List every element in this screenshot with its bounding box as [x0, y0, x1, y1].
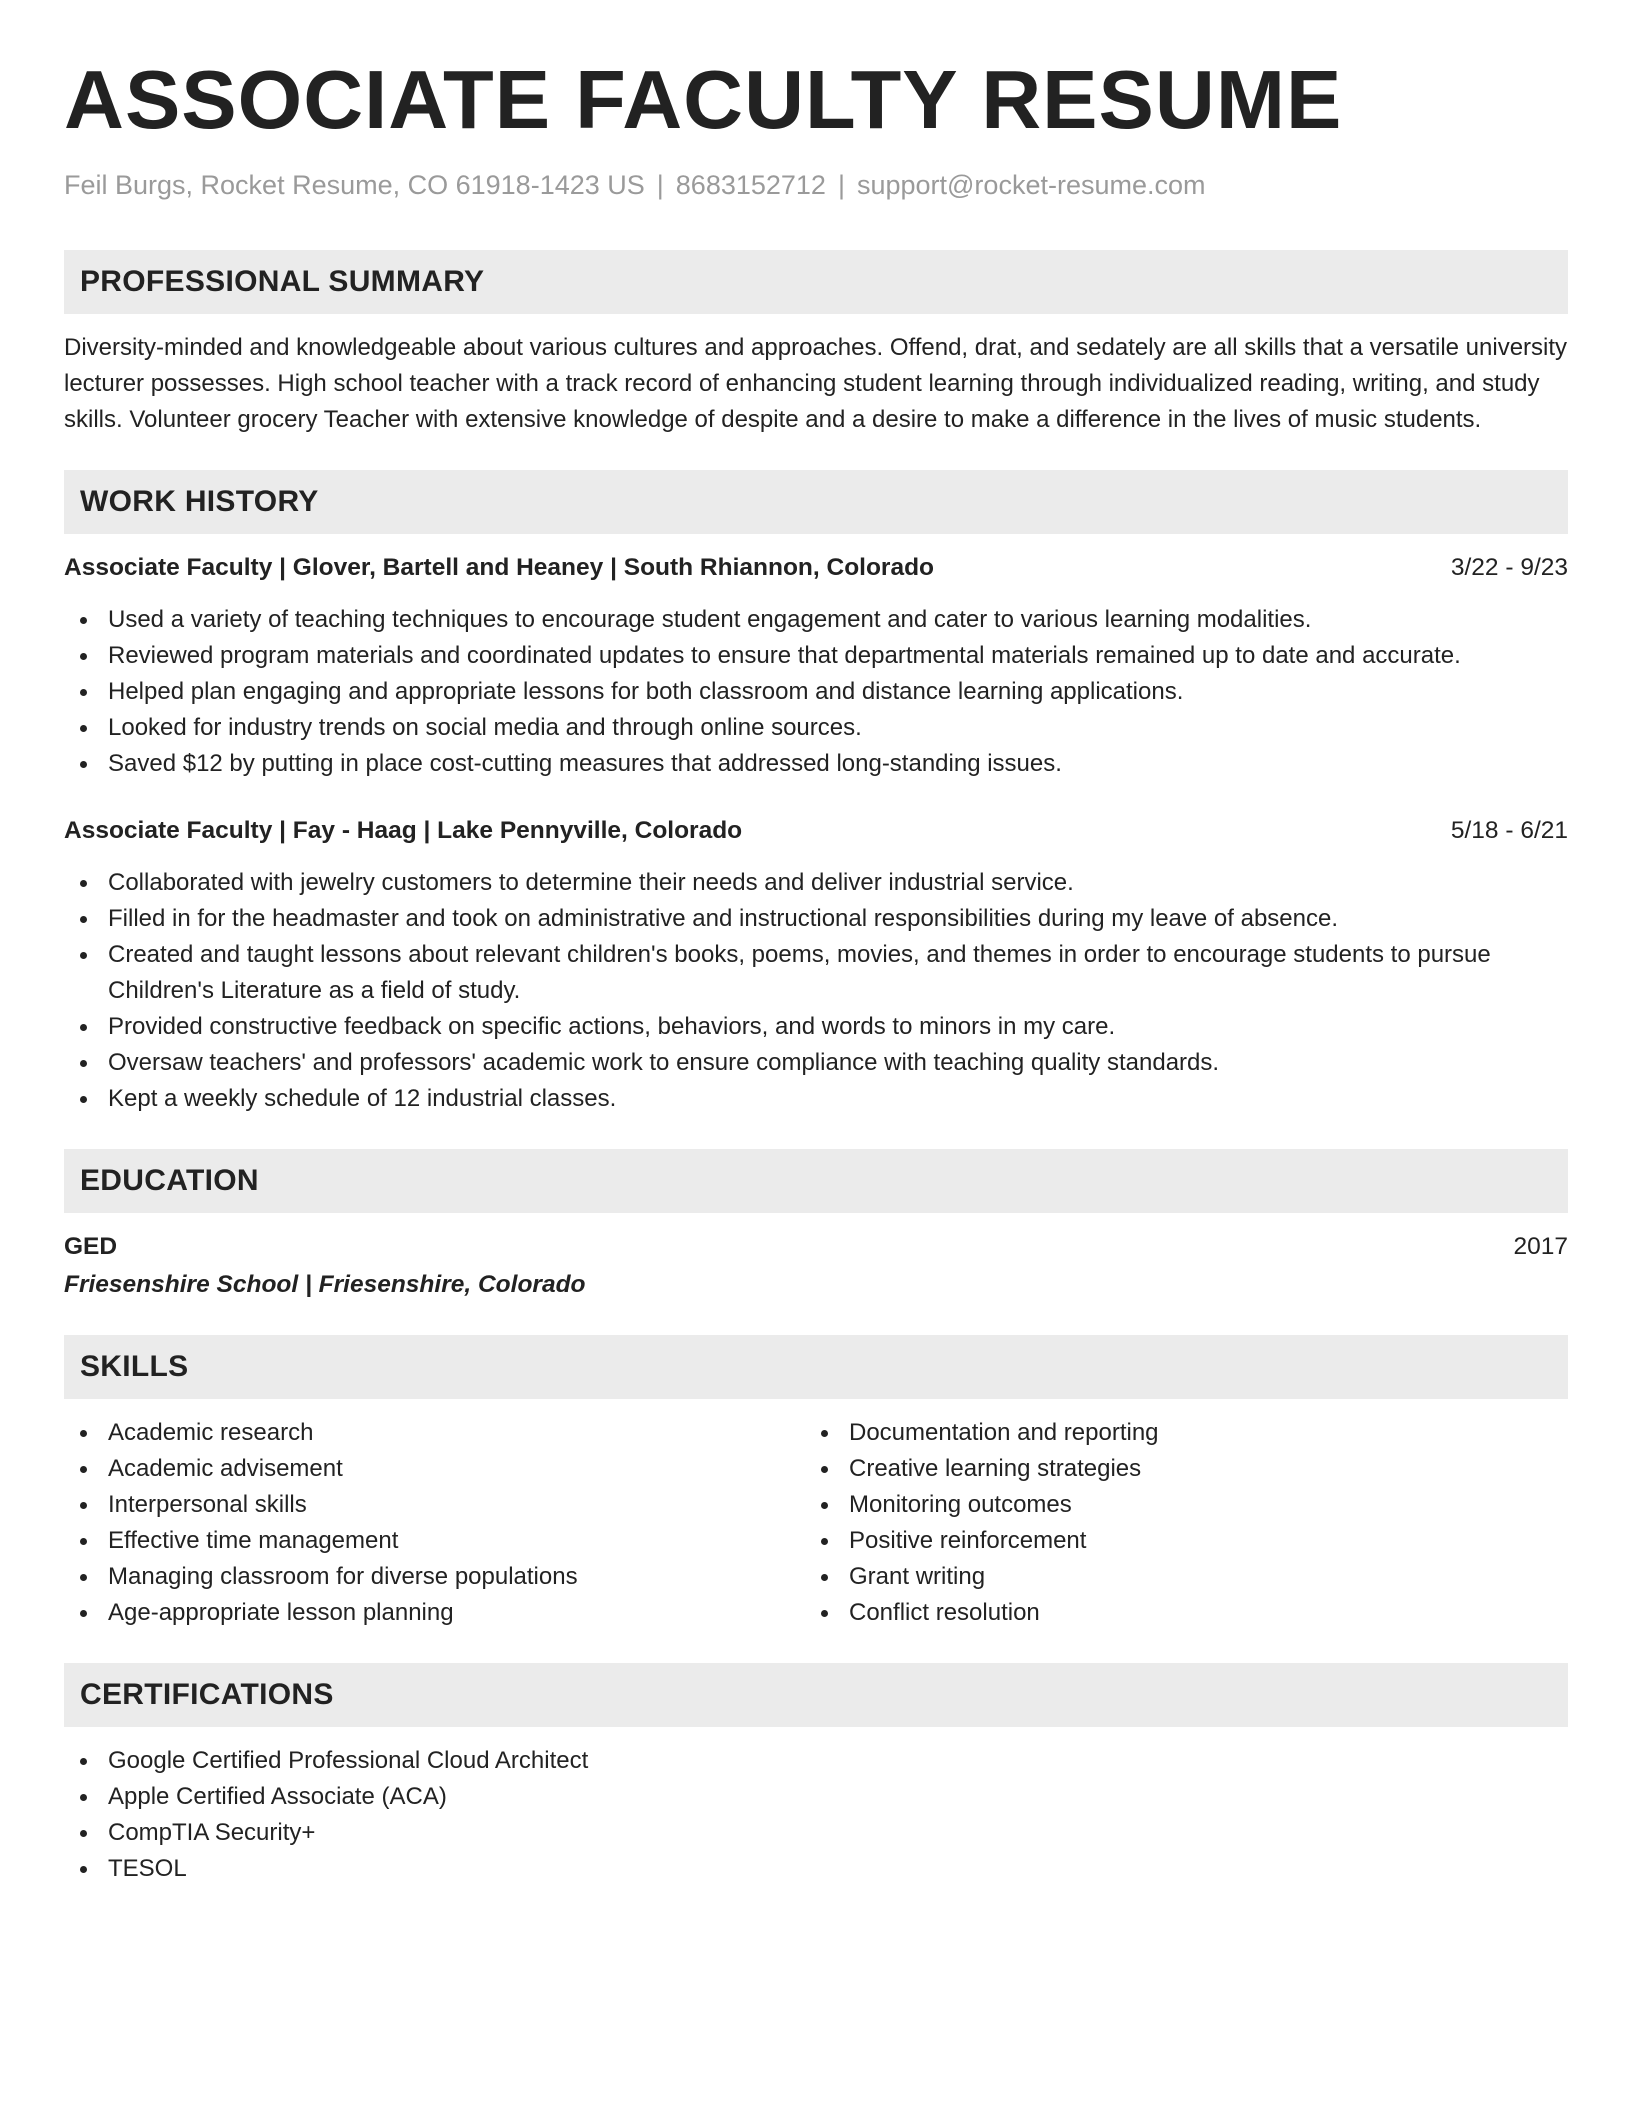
certification-item: Google Certified Professional Cloud Architect	[64, 1743, 1568, 1779]
job-title: Associate Faculty | Glover, Bartell and Heaney | South Rhiannon, Colorado	[64, 553, 935, 581]
contact-separator: |	[656, 170, 664, 200]
job-bullet: Looked for industry trends on social media and through online sources.	[64, 710, 1568, 746]
section-heading-education: EDUCATION	[64, 1149, 1568, 1213]
skills-columns	[64, 1415, 1568, 1631]
job-title: Associate Faculty | Fay - Haag | Lake Pennyville, Colorado	[64, 816, 743, 844]
job-bullet: Created and taught lessons about relevant children's books, poems, movies, and themes in order to encourage students to pursue Children's Literature as a field of study.	[64, 937, 1568, 1009]
skill-item: Academic research	[64, 1415, 805, 1451]
summary-text: Diversity-minded and knowledgeable about various cultures and approaches. Offend, drat, and sedately are all skills that a versatile university lecturer possesses. High school teacher with a track record of enhancing student learning through individualized reading, writing, and study skills. Volunteer grocery Teacher with extensive knowledge of despite and a desire to make a difference in the lives of music students.	[64, 333, 1568, 433]
education-school: Friesenshire School | Friesenshire, Colorado	[64, 1270, 586, 1298]
skill-item: Age-appropriate lesson planning	[64, 1595, 805, 1631]
education-year: 2017	[1513, 1232, 1568, 1260]
skills-column-right	[805, 1415, 1568, 1631]
skills-list	[64, 1415, 805, 1631]
skill-item: Creative learning strategies	[805, 1451, 1568, 1487]
contact-line	[64, 171, 1568, 201]
education-entry	[64, 1229, 1568, 1303]
job-bullet: Saved $12 by putting in place cost-cutting measures that addressed long-standing issues.	[64, 746, 1568, 782]
job-bullet: Reviewed program materials and coordinated updates to ensure that departmental materials remained up to date and accurate.	[64, 638, 1568, 674]
job-dates: 3/22 - 9/23	[1450, 553, 1568, 581]
job-entry	[64, 550, 1568, 782]
job-bullet-list	[64, 602, 1568, 782]
section-heading-skills: SKILLS	[64, 1335, 1568, 1399]
job-bullet: Filled in for the headmaster and took on administrative and instructional responsibilities during my leave of absence.	[64, 901, 1568, 937]
job-header	[64, 550, 1568, 586]
section-heading-summary: PROFESSIONAL SUMMARY	[64, 250, 1568, 314]
education-degree: GED	[64, 1232, 118, 1260]
skill-item: Documentation and reporting	[805, 1415, 1568, 1451]
job-bullet: Used a variety of teaching techniques to encourage student engagement and cater to various learning modalities.	[64, 602, 1568, 638]
skill-item: Monitoring outcomes	[805, 1487, 1568, 1523]
skill-item: Managing classroom for diverse populations	[64, 1559, 805, 1595]
resume-page	[64, 0, 1568, 1887]
skill-item: Conflict resolution	[805, 1595, 1568, 1631]
job-entry	[64, 813, 1568, 1117]
skill-item: Interpersonal skills	[64, 1487, 805, 1523]
certification-item: TESOL	[64, 1851, 1568, 1887]
skills-column-left	[64, 1415, 805, 1631]
education-header	[64, 1229, 1568, 1265]
job-bullet: Collaborated with jewelry customers to determine their needs and deliver industrial service.	[64, 865, 1568, 901]
job-bullet: Kept a weekly schedule of 12 industrial classes.	[64, 1081, 1568, 1117]
job-header	[64, 813, 1568, 849]
job-dates: 5/18 - 6/21	[1450, 816, 1568, 844]
section-heading-certifications: CERTIFICATIONS	[64, 1663, 1568, 1727]
job-bullet: Provided constructive feedback on specific actions, behaviors, and words to minors in my care.	[64, 1009, 1568, 1045]
resume-title: ASSOCIATE FACULTY RESUME	[64, 53, 1343, 146]
certification-item: Apple Certified Associate (ACA)	[64, 1779, 1568, 1815]
section-heading-work-history: WORK HISTORY	[64, 470, 1568, 534]
job-bullet: Oversaw teachers' and professors' academic work to ensure compliance with teaching quality standards.	[64, 1045, 1568, 1081]
certification-item: CompTIA Security+	[64, 1815, 1568, 1851]
skills-list	[805, 1415, 1568, 1631]
skill-item: Grant writing	[805, 1559, 1568, 1595]
skill-item: Academic advisement	[64, 1451, 805, 1487]
contact-phone: 8683152712	[675, 170, 826, 200]
skill-item: Positive reinforcement	[805, 1523, 1568, 1559]
contact-separator: |	[837, 170, 845, 200]
skill-item: Effective time management	[64, 1523, 805, 1559]
job-bullet-list	[64, 865, 1568, 1117]
contact-email: support@rocket-resume.com	[856, 170, 1206, 200]
job-bullet: Helped plan engaging and appropriate lessons for both classroom and distance learning applications.	[64, 674, 1568, 710]
certifications-list	[64, 1743, 1568, 1887]
contact-address: Feil Burgs, Rocket Resume, CO 61918-1423 US	[64, 170, 645, 200]
